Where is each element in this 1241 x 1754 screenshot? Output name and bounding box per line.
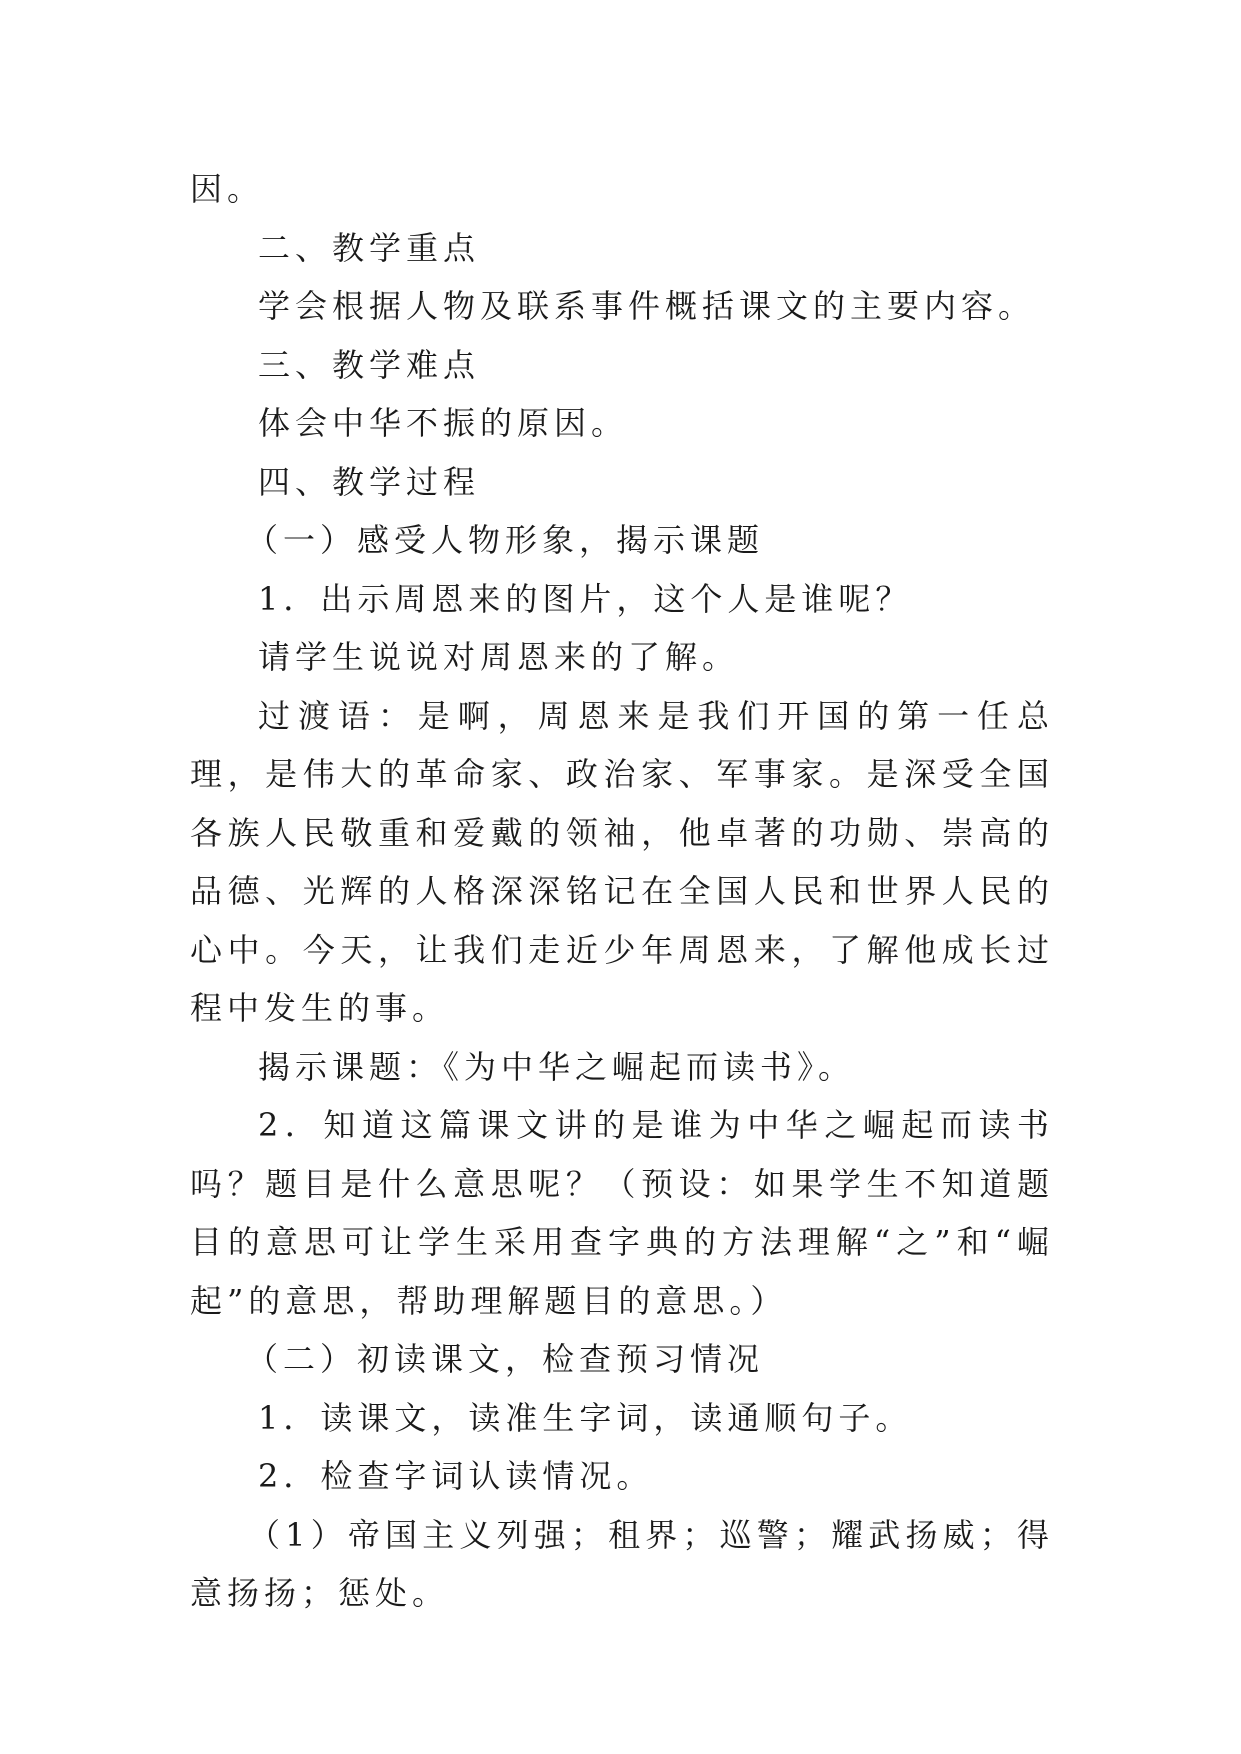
paragraph-student-talk: 请学生说说对周恩来的了解。 bbox=[258, 638, 740, 676]
list-item-check: 2．检查字词认读情况。 bbox=[258, 1457, 654, 1495]
paragraph-continuation: 因。 bbox=[190, 170, 265, 208]
list-item-read: 1．读课文，读准生字词，读通顺句子。 bbox=[258, 1398, 913, 1437]
list-item-2: 2．知道这篇课文讲的是谁为中华之崛起而读书吗？题目是什么意思呢？（预设：如果学生不知道题目的意思可让学生采用查字典的方法理解“之”和“崛起”的意思，帮助理解题目的意思。） bbox=[190, 1106, 1054, 1320]
subheading-section-1: （一）感受人物形象，揭示课题 bbox=[246, 521, 765, 559]
subheading-section-2: （二）初读课文，检查预习情况 bbox=[246, 1340, 765, 1378]
paragraph-teaching-difficulty: 体会中华不振的原因。 bbox=[258, 404, 629, 442]
document-page bbox=[190, 160, 1054, 1623]
list-item-vocabulary: （1）帝国主义列强；租界；巡警；耀武扬威；得意扬扬；惩处。 bbox=[190, 1515, 1054, 1612]
paragraph-transition: 过渡语：是啊，周恩来是我们开国的第一任总理，是伟大的革命家、政治家、军事家。是深受全国各族人民敬重和爱戴的领袖，他卓著的功勋、崇高的品德、光辉的人格深深铭记在全国人民和世界人民的心中。今天，让我们走近少年周恩来，了解他成长过程中发生的事。 bbox=[190, 696, 1054, 1027]
list-item-1: 1．出示周恩来的图片，这个人是谁呢？ bbox=[258, 579, 913, 618]
heading-teaching-difficulty: 三、教学难点 bbox=[258, 345, 481, 384]
heading-teaching-focus: 二、教学重点 bbox=[258, 228, 481, 267]
paragraph-reveal-title: 揭示课题：《为中华之崛起而读书》。 bbox=[258, 1047, 856, 1086]
heading-teaching-process: 四、教学过程 bbox=[258, 462, 481, 501]
paragraph-teaching-focus: 学会根据人物及联系事件概括课文的主要内容。 bbox=[258, 287, 1036, 325]
